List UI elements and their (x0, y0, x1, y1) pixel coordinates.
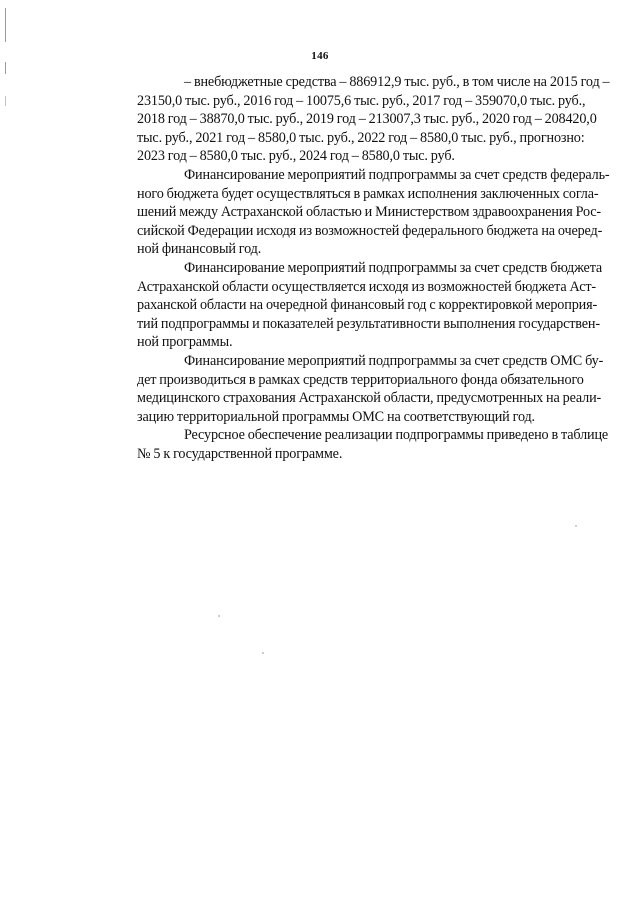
text-line: ной финансовый год. (137, 241, 262, 258)
paragraph-oms-funds (90, 352, 604, 426)
text-line: дет производиться в рамках средств территориального фонда обязательного (137, 371, 584, 388)
paragraph-resource-provision (90, 426, 609, 463)
text-line: 2023 год – 8580,0 тыс. руб., 2024 год – 8580,0 тыс. руб. (137, 148, 455, 165)
scan-edge-mark (5, 96, 6, 106)
paragraph-federal-budget (90, 166, 610, 259)
text-line: 2018 год – 38870,0 тыс. руб., 2019 год – 213007,3 тыс. руб., 2020 год – 208420,0 (137, 111, 597, 128)
paragraph-regional-budget (90, 259, 603, 352)
page-number: 146 (311, 50, 329, 62)
scan-speck (575, 525, 577, 527)
text-line: тий подпрограммы и показателей результативности выполнения государствен- (137, 315, 600, 332)
scan-speck (262, 652, 264, 654)
text-line: 23150,0 тыс. руб., 2016 год – 10075,6 тыс. руб., 2017 год – 359070,0 тыс. руб., (137, 92, 586, 109)
scan-speck (218, 615, 220, 617)
text-line: № 5 к государственной программе. (137, 445, 343, 462)
text-line: Финансирование мероприятий подпрограммы за счет средств федераль- (184, 166, 610, 183)
text-line: ного бюджета будет осуществляться в рамках исполнения заключенных согла- (137, 185, 599, 202)
text-line: шений между Астраханской областью и Министерством здравоохранения Рос- (137, 204, 601, 221)
text-line: сийской Федерации исходя из возможностей федерального бюджета на очеред- (137, 222, 603, 239)
text-line: раханской области на очередной финансовый год с корректировкой мероприя- (137, 297, 598, 314)
text-line: Астраханской области осуществляется исходя из возможностей бюджета Аст- (137, 278, 596, 295)
text-line: тыс. руб., 2021 год – 8580,0 тыс. руб., 2022 год – 8580,0 тыс. руб., прогнозно: (137, 129, 585, 146)
scan-edge-mark (5, 8, 6, 42)
text-line: Финансирование мероприятий подпрограммы за счет средств бюджета (184, 259, 603, 276)
scan-edge-mark (5, 62, 6, 74)
text-line: зацию территориальной программы ОМС на соответствующий год. (137, 408, 535, 425)
text-line: Ресурсное обеспечение реализации подпрограммы приведено в таблице (184, 427, 609, 444)
text-line: ной программы. (137, 334, 233, 351)
paragraph-extrabudgetary-funds (90, 73, 610, 166)
text-line: – внебюджетные средства – 886912,9 тыс. руб., в том числе на 2015 год – (184, 74, 610, 90)
text-line: Финансирование мероприятий подпрограммы за счет средств ОМС бу- (184, 352, 604, 369)
text-line: медицинского страхования Астраханской области, предусмотренных на реали- (137, 390, 602, 407)
document-body (90, 73, 610, 463)
